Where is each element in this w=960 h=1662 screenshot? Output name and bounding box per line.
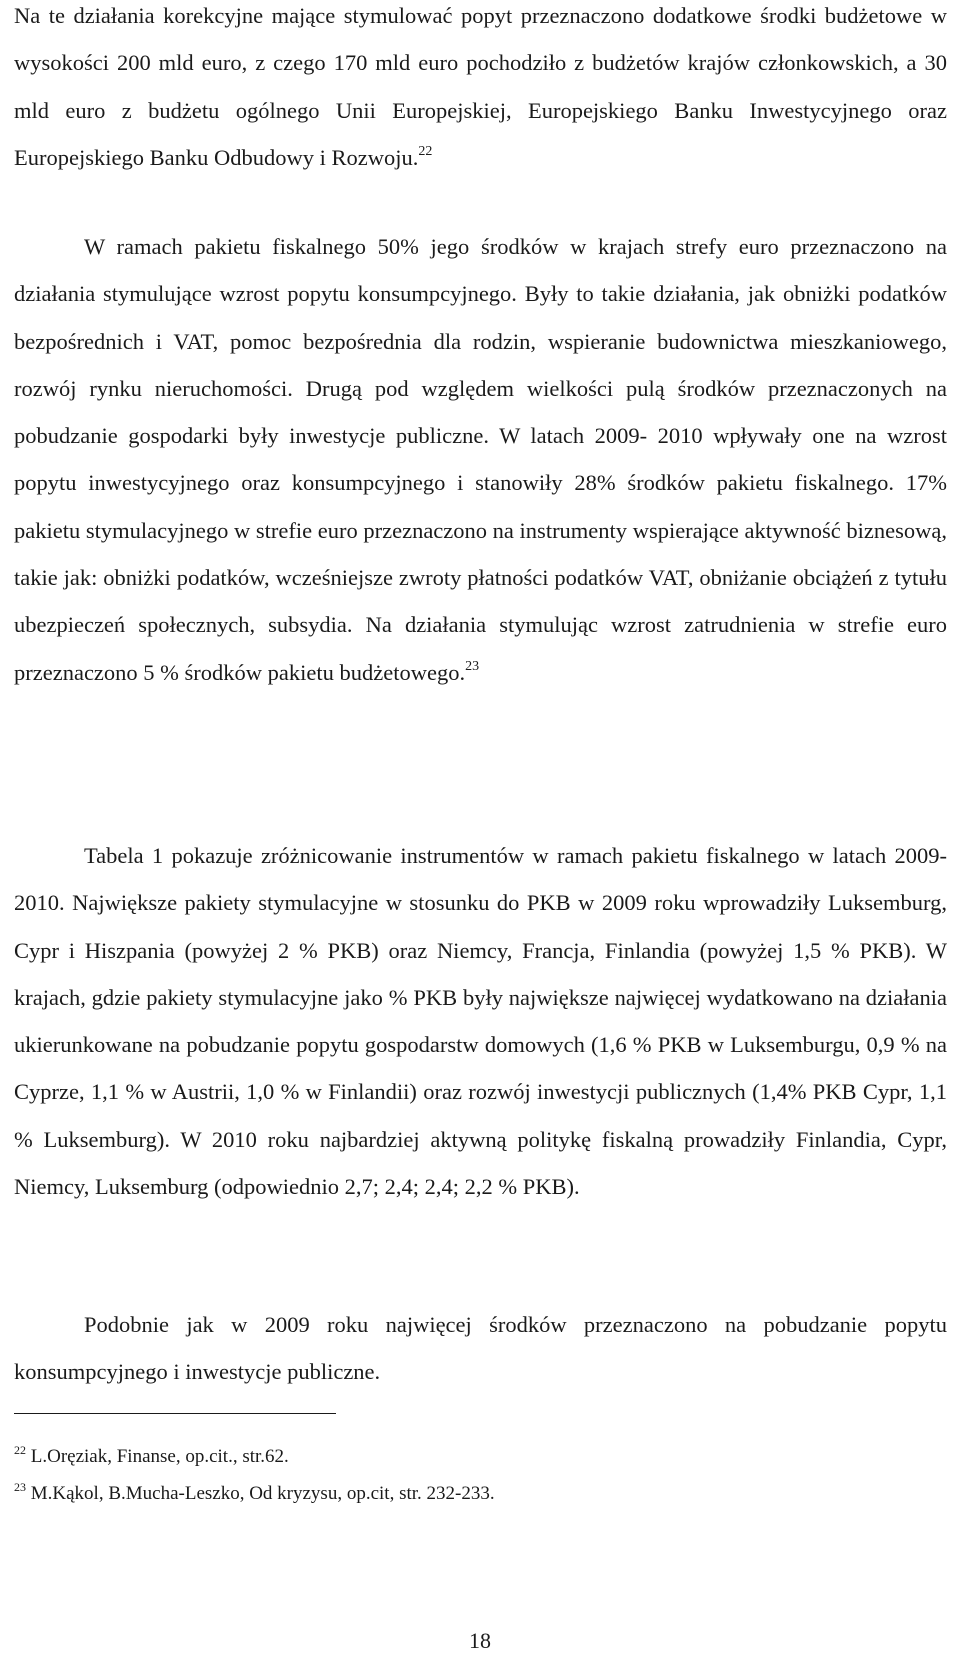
paragraph-2 <box>14 223 947 696</box>
footnote-22 <box>14 1445 289 1469</box>
paragraph-3: Tabela 1 pokazuje zróżnicowanie instrumentów w ramach pakietu fiskalnego w latach 2009- 2010. Największe pakiety stymulacyjne w stosunku do PKB w 2009 roku wprowadziły Luksemburg, Cypr i Hiszpania (powyżej 2 % PKB) oraz Niemcy, Francja, Finlandia (powyżej 1,5 % PKB). W krajach, gdzie pakiety stymulacyjne jako % PKB były największe najwięcej wydatkowano na działania ukierunkowane na pobudzanie popytu gospodarstw domowych (1,6 % PKB w Luksemburgu, 0,9 % na Cyprze, 1,1 % w Austrii, 1,0 % w Finlandii) oraz rozwój inwestycji publicznych (1,4% PKB Cypr, 1,1 % Luksemburg). W 2010 roku najbardziej aktywną politykę fiskalną prowadziły Finlandia, Cypr, Niemcy, Luksemburg (odpowiednio 2,7; 2,4; 2,4; 2,2 % PKB). <box>14 843 947 1200</box>
footnote-text: L.Oręziak, Finanse, op.cit., str.62. <box>30 1446 289 1467</box>
paragraph-1-text: Na te działania korekcyjne mające stymulować popyt przeznaczono dodatkowe środki budżetowe w wysokości 200 mld euro, z czego 170 mld euro pochodziło z budżetów krajów członkowskich, a 30 mld euro z budżetu ogólnego Unii Europejskiej, Europejskiego Banku Inwestycyjnego oraz Europejskiego Banku Odbudowy i Rozwoju. <box>14 3 947 170</box>
page-number: 18 <box>469 1628 491 1653</box>
footnote-text: M.Kąkol, B.Mucha-Leszko, Od kryzysu, op.cit, str. 232-233. <box>30 1483 495 1504</box>
paragraph-1 <box>14 0 947 181</box>
footnote-ref-22[interactable]: 22 <box>418 143 433 159</box>
footnote-23 <box>14 1482 495 1506</box>
footnote-number: 22 <box>14 1443 26 1457</box>
paragraph-2-text: W ramach pakietu fiskalnego 50% jego środków w krajach strefy euro przeznaczono na działania stymulujące wzrost popytu konsumpcyjnego. Były to takie działania, jak obniżki podatków bezpośrednich i VAT, pomoc bezpośrednia dla rodzin, wspieranie budownictwa mieszkaniowego, rozwój rynku nieruchomości. Drugą pod względem wielkości pulą środków przeznaczonych na pobudzanie gospodarki były inwestycje publiczne. W latach 2009- 2010 wpływały one na wzrost popytu inwestycyjnego oraz konsumpcyjnego i stanowiły 28% środków pakietu fiskalnego. 17% pakietu stymulacyjnego w strefie euro przeznaczono na instrumenty wspierające aktywność biznesową, takie jak: obniżki podatków, wcześniejsze zwroty płatności podatków VAT, obniżanie obciążeń z tytułu ubezpieczeń społecznych, subsydia. Na działania stymulując wzrost zatrudnienia w strefie euro przeznaczono 5 % środków pakietu budżetowego. <box>14 234 947 685</box>
footnote-ref-23[interactable]: 23 <box>465 658 480 674</box>
footnote-number: 23 <box>14 1480 26 1494</box>
footnote-separator <box>14 1413 336 1414</box>
paragraph-4: Podobnie jak w 2009 roku najwięcej środków przeznaczono na pobudzanie popytu konsumpcyjnego i inwestycje publiczne. <box>14 1312 947 1385</box>
